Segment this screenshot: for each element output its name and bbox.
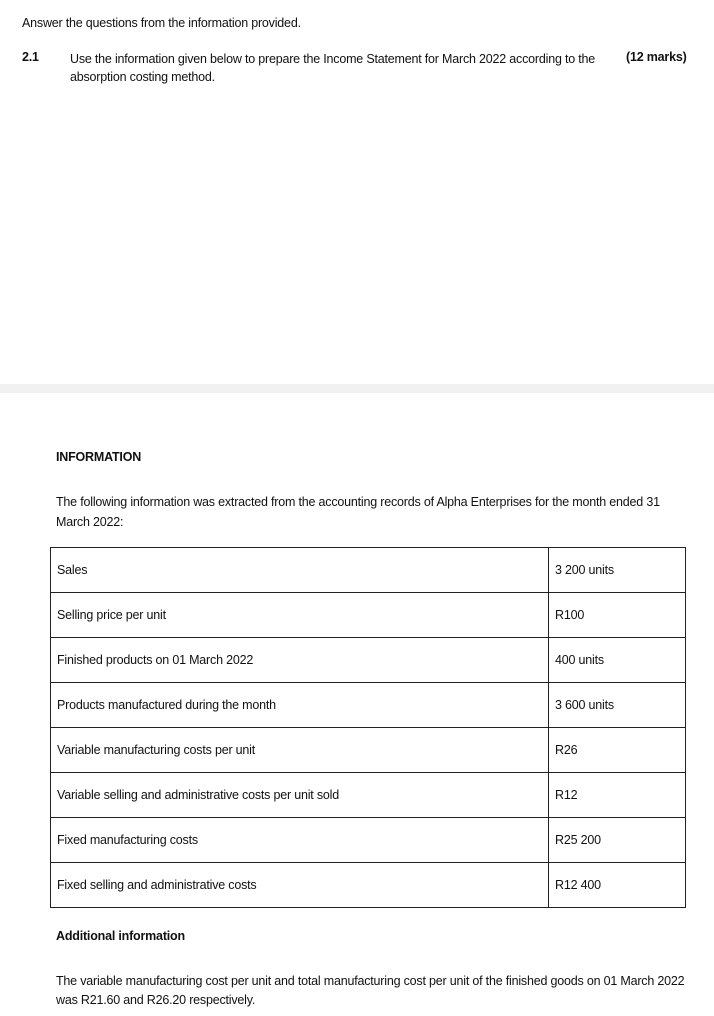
row-label: Sales	[51, 548, 549, 593]
row-value: R12	[549, 773, 686, 818]
row-value: R12 400	[549, 863, 686, 908]
table-row	[51, 683, 686, 728]
row-value: 3 600 units	[549, 683, 686, 728]
question-marks: (12 marks)	[626, 50, 687, 64]
section-divider	[0, 384, 714, 393]
question-number: 2.1	[22, 50, 39, 64]
row-value: R26	[549, 728, 686, 773]
instructions-text: Answer the questions from the information provided.	[22, 16, 301, 30]
row-label: Fixed manufacturing costs	[51, 818, 549, 863]
information-intro: The following information was extracted from the accounting records of Alpha Enterprises for the month ended 31 March 2022:	[56, 495, 660, 529]
table-row	[51, 818, 686, 863]
table-row	[51, 728, 686, 773]
row-label: Finished products on 01 March 2022	[51, 638, 549, 683]
additional-info-heading: Additional information	[56, 929, 185, 943]
information-heading: INFORMATION	[56, 450, 142, 464]
table-row	[51, 548, 686, 593]
row-value: 400 units	[549, 638, 686, 683]
row-value: R25 200	[549, 818, 686, 863]
table-row	[51, 773, 686, 818]
row-value: R100	[549, 593, 686, 638]
table-row	[51, 863, 686, 908]
row-label: Fixed selling and administrative costs	[51, 863, 549, 908]
row-label: Variable manufacturing costs per unit	[51, 728, 549, 773]
information-table	[50, 547, 686, 908]
row-label: Products manufactured during the month	[51, 683, 549, 728]
row-label: Variable selling and administrative costs per unit sold	[51, 773, 549, 818]
table-row	[51, 638, 686, 683]
row-value: 3 200 units	[549, 548, 686, 593]
question-text: Use the information given below to prepare the Income Statement for March 2022 according to the absorption costing method.	[70, 52, 596, 84]
additional-info-text: The variable manufacturing cost per unit and total manufacturing cost per unit of the finished goods on 01 March 2022 was R21.60 and R26.20 respectively.	[56, 974, 685, 1007]
row-label: Selling price per unit	[51, 593, 549, 638]
table-row	[51, 593, 686, 638]
